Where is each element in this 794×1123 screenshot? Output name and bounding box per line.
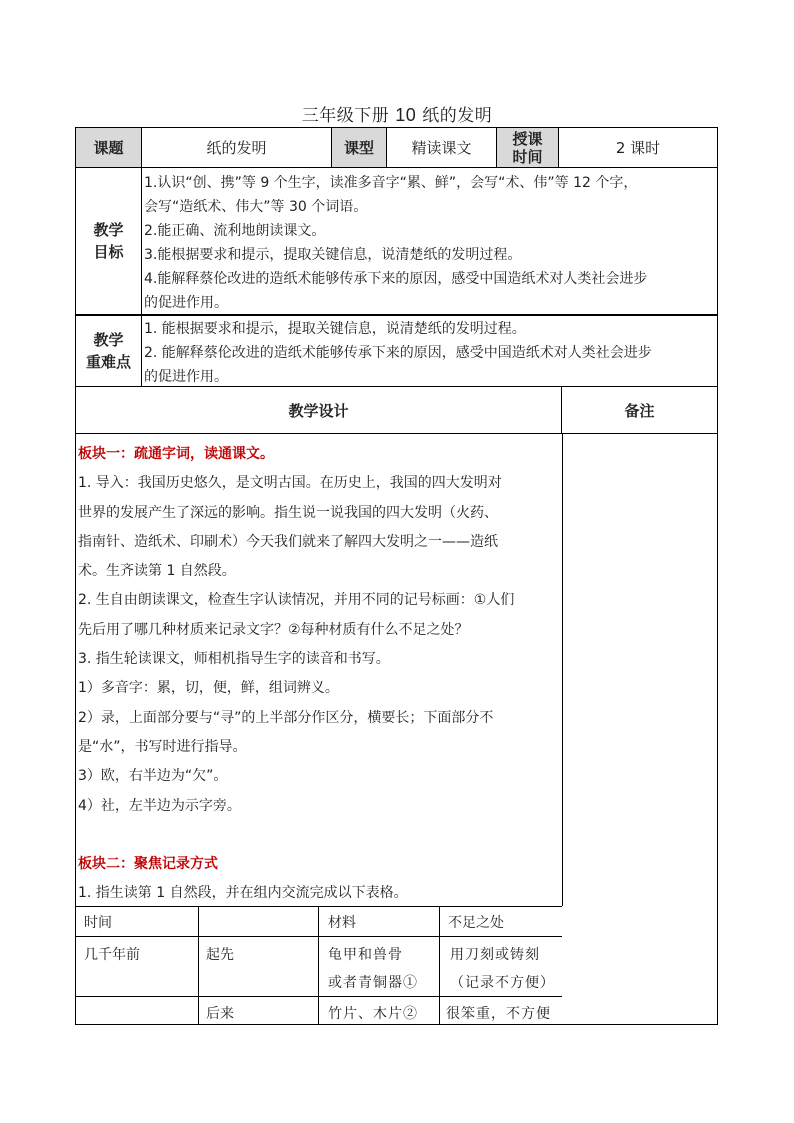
design-line: 是“水”，书写时进行指导。 [78, 738, 247, 755]
block1-title: 板块一：疏通字词，读通课文。 [78, 446, 274, 462]
spacer [76, 821, 560, 850]
focus-section [75, 315, 718, 387]
focus-line: 的促进作用。 [144, 369, 228, 385]
design-line: 世界的发展产生了深远的影响。指生说一说我国的四大发明（火药、 [78, 504, 498, 521]
focus-label-line2: 重难点 [85, 353, 131, 371]
row2-issue: 很笨重，不方便 [446, 1006, 551, 1022]
design-line: 4）社，左半边为示字旁。 [78, 797, 241, 814]
design-line: 3. 指生轮读课文，师相机指导生字的读音和书写。 [78, 651, 390, 668]
focus-label-line1: 教学 [93, 331, 124, 349]
row1-material-line1: 龟甲和兽骨 [328, 947, 403, 963]
row2-material: 竹片、木片② [328, 1006, 418, 1022]
topic-value: 纸的发明 [142, 128, 332, 167]
goals-section [75, 168, 718, 315]
type-value: 精读课文 [387, 128, 497, 167]
design-body [75, 434, 718, 1025]
row1-stage: 起先 [206, 947, 234, 963]
table-header-issue: 不足之处 [448, 915, 504, 931]
hours-label-line1: 授课 [512, 129, 543, 148]
table-header-time: 时间 [84, 915, 112, 931]
design-line: 2. 生自由朗读课文，检查生字认读情况，并用不同的记号标画：①人们 [78, 592, 515, 609]
table-divider [198, 906, 199, 1025]
goals-content [142, 168, 717, 314]
goal-line: 3.能根据要求和提示，提取关键信息，说清楚纸的发明过程。 [144, 247, 522, 263]
row2-stage: 后来 [206, 1006, 234, 1022]
focus-line: 1. 能根据要求和提示，提取关键信息，说清楚纸的发明过程。 [144, 321, 526, 337]
table-divider [439, 906, 440, 1025]
design-line: 1）多音字：累，切，便，鲜，组词辨义。 [78, 680, 339, 697]
row1-time: 几千年前 [84, 947, 140, 963]
type-label: 课型 [332, 128, 387, 167]
block2-title: 板块二：聚焦记录方式 [78, 855, 218, 872]
hours-label [497, 128, 559, 167]
design-line: 1. 指生读第 1 自然段，并在组内交流完成以下表格。 [78, 885, 408, 902]
design-line: 术。生齐读第 1 自然段。 [78, 563, 236, 580]
document-title [0, 101, 794, 126]
goal-line: 会写“造纸术、伟大”等 30 个词语。 [144, 199, 368, 215]
table-divider [318, 906, 319, 1025]
design-header: 教学设计 [76, 387, 562, 433]
title-number: 10 [395, 105, 417, 125]
topic-label: 课题 [76, 128, 142, 167]
design-text [76, 440, 560, 908]
goal-line: 2.能正确、流利地朗读课文。 [144, 223, 326, 239]
row1-issue-line1: 用刀刻或铸刻 [450, 947, 540, 963]
title-lesson: 纸的发明 [422, 106, 493, 126]
goals-label-line1: 教学 [93, 221, 124, 239]
focus-content [142, 316, 717, 386]
table-header-material: 材料 [328, 915, 356, 931]
row1-issue-line2: （记录不方便） [450, 975, 555, 991]
materials-table [76, 906, 562, 1025]
design-line: 1. 导入：我国历史悠久，是文明古国。在历史上，我国的四大发明对 [78, 475, 502, 492]
design-line: 指南针、造纸术、印刷术）今天我们就来了解四大发明之一——造纸 [78, 533, 498, 550]
title-prefix: 三年级下册 [301, 106, 390, 126]
hours-label-line2: 时间 [512, 147, 543, 166]
goals-label-line2: 目标 [93, 243, 124, 261]
design-line: 3）欧，右半边为“欠”。 [78, 768, 228, 785]
design-line: 2）录，上面部分要与“寻”的上半部分作区分，横要长；下面部分不 [78, 709, 494, 726]
design-header-row [75, 387, 718, 434]
notes-column-divider [562, 434, 563, 906]
hours-value: 2 课时 [615, 139, 661, 157]
goal-line: 4.能解释蔡伦改进的造纸术能够传承下来的原因，感受中国造纸术对人类社会进步 [144, 271, 648, 287]
goal-line: 1.认识“创、携”等 9 个生字，读准多音字“累、鲜”，会写“术、伟”等 12 个字， [144, 175, 638, 191]
design-line: 先后用了哪几种材质来记录文字？②每种材质有什么不足之处？ [78, 621, 469, 638]
goals-label [76, 168, 142, 314]
focus-label [76, 316, 142, 386]
goal-line: 的促进作用。 [144, 295, 228, 311]
row1-material-line2: 或者青铜器① [328, 975, 418, 991]
lesson-header-table [75, 127, 718, 168]
notes-header: 备注 [624, 401, 655, 420]
focus-line: 2. 能解释蔡伦改进的造纸术能够传承下来的原因，感受中国造纸术对人类社会进步 [144, 345, 652, 361]
